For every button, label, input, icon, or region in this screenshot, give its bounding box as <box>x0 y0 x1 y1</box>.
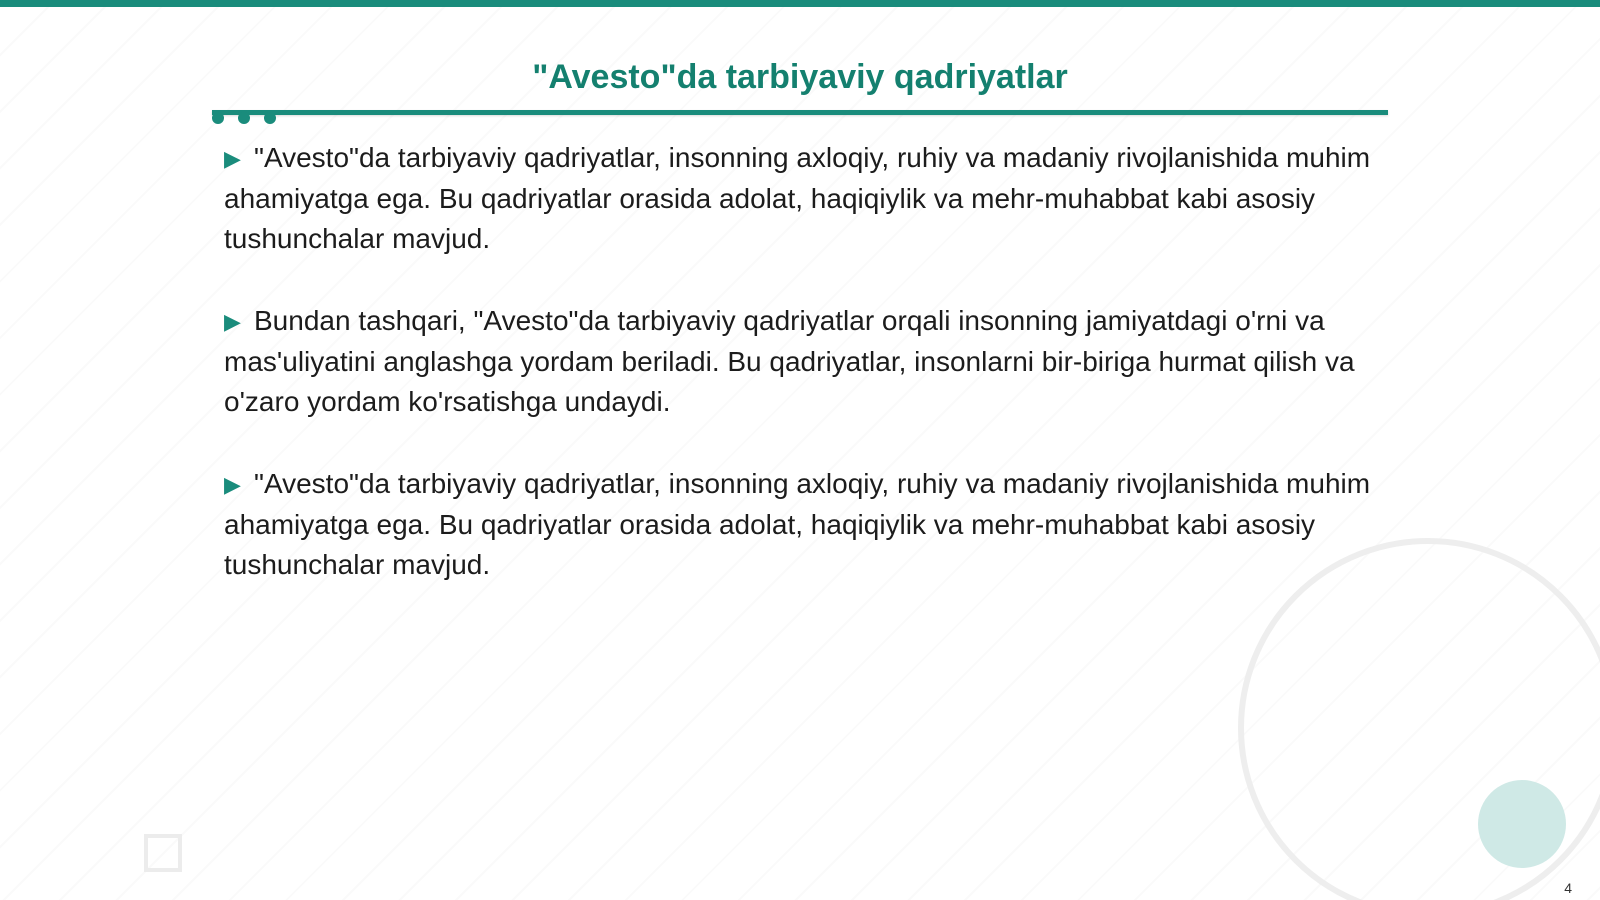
bullet-list <box>224 138 1374 627</box>
bullet-item <box>224 464 1374 585</box>
decorative-circle-filled <box>1478 780 1566 868</box>
bullet-text: Bundan tashqari, "Avesto"da tarbiyaviy qadriyatlar orqali insonning jamiyatdagi o'rni va mas'uliyatini anglashga yordam beriladi. Bu qadriyatlar, insonlarni bir-biriga hurmat qilish va o'zaro yordam ko'rsatishga undaydi. <box>224 305 1355 417</box>
dot-2 <box>238 112 250 124</box>
bullet-arrow-icon: ▶ <box>224 309 241 334</box>
bullet-arrow-icon: ▶ <box>224 146 241 171</box>
page-number: 4 <box>1564 880 1572 896</box>
top-accent-bar <box>0 0 1600 7</box>
title-dots <box>212 112 276 124</box>
title-underline <box>212 110 1388 115</box>
dot-3 <box>264 112 276 124</box>
slide-title: "Avesto"da tarbiyaviy qadriyatlar <box>532 58 1068 96</box>
bullet-text: "Avesto"da tarbiyaviy qadriyatlar, insonning axloqiy, ruhiy va madaniy rivojlanishida muhim ahamiyatga ega. Bu qadriyatlar orasida adolat, haqiqiylik va mehr-muhabbat kabi asosiy tushunchalar mavjud. <box>224 142 1371 254</box>
bullet-text: "Avesto"da tarbiyaviy qadriyatlar, insonning axloqiy, ruhiy va madaniy rivojlanishida muhim ahamiyatga ega. Bu qadriyatlar orasida adolat, haqiqiylik va mehr-muhabbat kabi asosiy tushunchalar mavjud. <box>224 468 1371 580</box>
bullet-item <box>224 301 1374 422</box>
decorative-square-outline <box>144 834 182 872</box>
bullet-item <box>224 138 1374 259</box>
bullet-arrow-icon: ▶ <box>224 472 241 497</box>
dot-1 <box>212 112 224 124</box>
